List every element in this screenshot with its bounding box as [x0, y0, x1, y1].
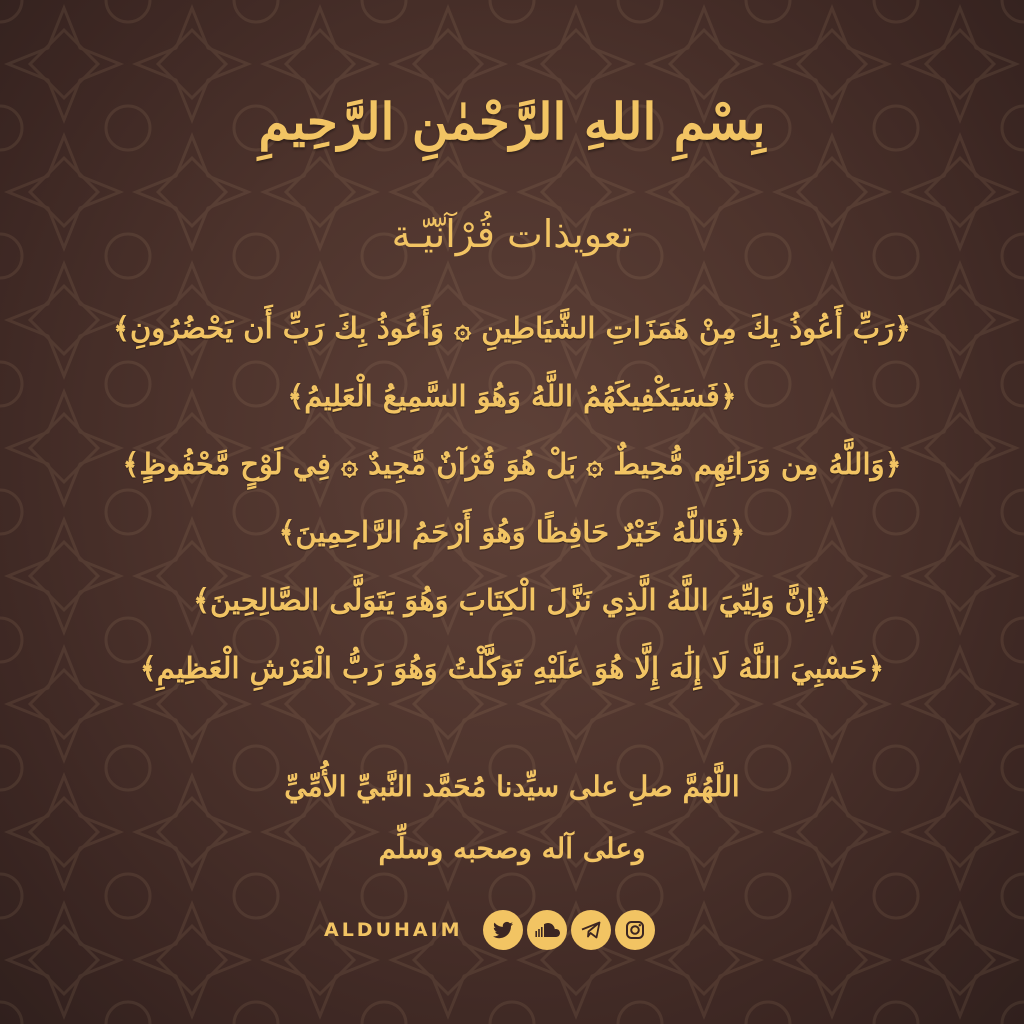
verse-line-5: ﴿إِنَّ وَلِيِّيَ اللَّهُ الَّذِي نَزَّلَ الْكِتَابَ وَهُوَ يَتَوَلَّى الصَّالِحِينَ﴾: [192, 583, 831, 617]
verse-line-6: ﴿حَسْبِيَ اللَّهُ لَا إِلَٰهَ إِلَّا هُوَ عَلَيْهِ تَوَكَّلْتُ وَهُوَ رَبُّ الْعَرْشِ الْعَظِيمِ﴾: [139, 651, 885, 685]
basmala-calligraphy: بِسْمِ اللهِ الرَّحْمٰنِ الرَّحِيمِ: [258, 92, 766, 151]
verse-list: [70, 300, 954, 708]
verse-line-2: ﴿فَسَيَكْفِيكَهُمُ اللَّهُ وَهُوَ السَّمِيعُ الْعَلِيمُ﴾: [287, 379, 737, 413]
salawat-line-2: وعلى آله وصحبه وسلِّم: [378, 832, 646, 865]
footer: [324, 908, 659, 952]
verse-line-1: ﴿رَبِّ أَعُوذُ بِكَ مِنْ هَمَزَاتِ الشَّيَاطِينِ ۞ وَأَعُوذُ بِكَ رَبِّ أَن يَحْضُرُونِ﴾: [112, 311, 912, 345]
verse-line-4: ﴿فَاللَّهُ خَيْرٌ حَافِظًا وَهُوَ أَرْحَمُ الرَّاحِمِينَ﴾: [278, 515, 746, 549]
salawat-line-1: اللَّهُمَّ صلِ على سيِّدنا مُحَمَّد النَّبيِّ الأُمِّيِّ: [284, 770, 740, 803]
instagram-icon[interactable]: [615, 910, 655, 950]
social-icons: [483, 910, 659, 950]
soundcloud-icon[interactable]: [527, 910, 567, 950]
twitter-icon[interactable]: [483, 910, 523, 950]
salawat-block: [0, 760, 1024, 884]
brand-name: ALDUHAIM: [324, 919, 463, 941]
telegram-icon[interactable]: [571, 910, 611, 950]
verse-line-3: ﴿وَاللَّهُ مِن وَرَائِهِم مُّحِيطٌ ۞ بَلْ هُوَ قُرْآنٌ مَّجِيدٌ ۞ فِي لَوْحٍ مَّحْفُوظٍ﴾: [122, 447, 902, 481]
page-title: تعويذات قُرْآنّيّـة: [391, 212, 633, 256]
